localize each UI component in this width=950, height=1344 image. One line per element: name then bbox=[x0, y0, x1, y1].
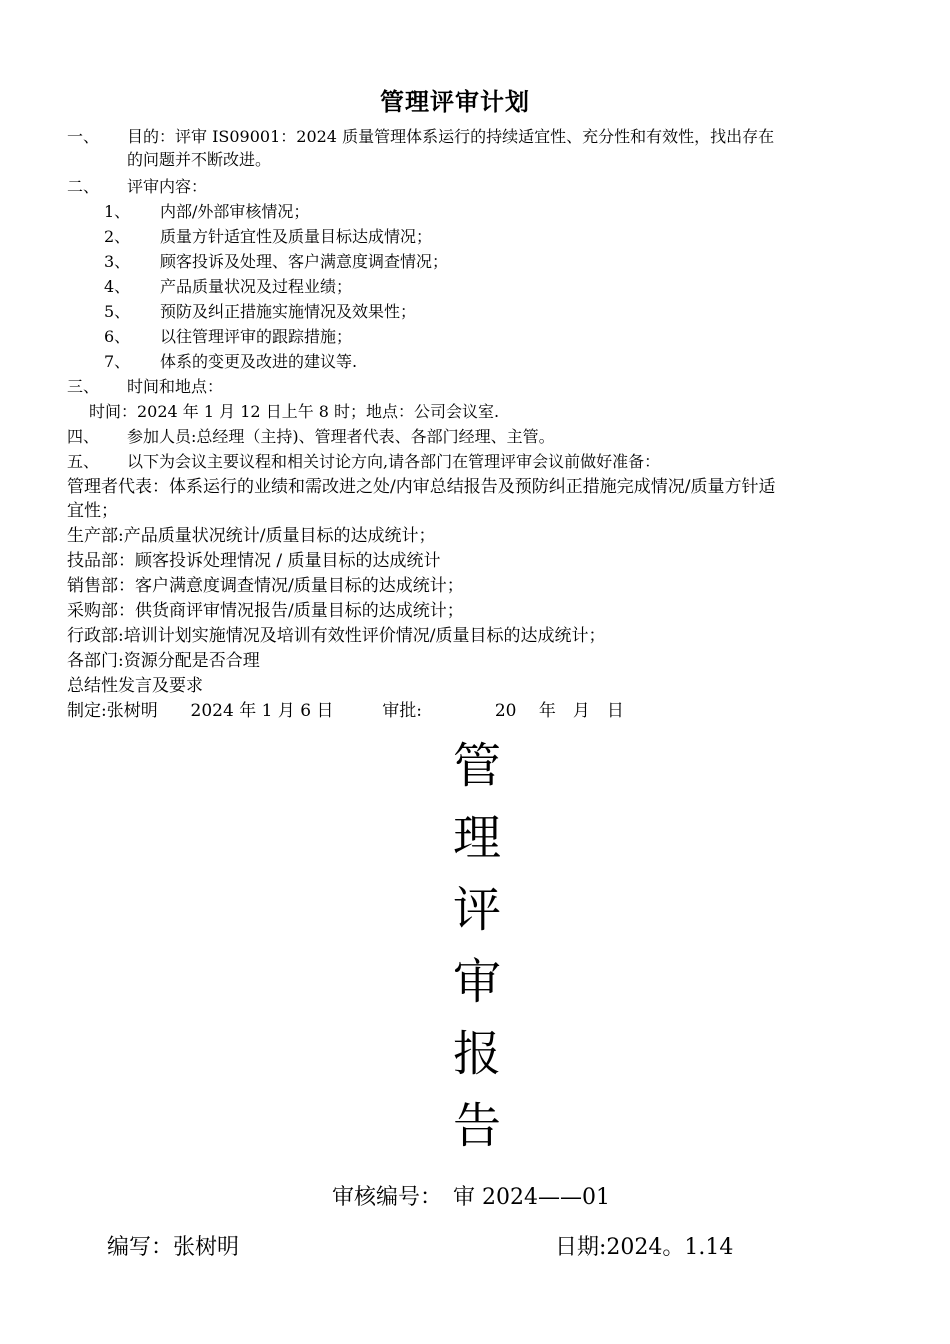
dept-line: 技品部：顾客投诉处理情况 / 质量目标的达成统计 bbox=[67, 551, 441, 571]
dept-line: 生产部:产品质量状况统计/质量目标的达成统计； bbox=[67, 526, 436, 546]
section-text: 以下为会议主要议程和相关讨论方向,请各部门在管理评审会议前做好准备： bbox=[127, 452, 661, 471]
item-number: 5、 bbox=[104, 302, 131, 321]
section-text: 评审内容： bbox=[127, 177, 208, 196]
section-1-continued: 的问题并不断改进。 bbox=[127, 150, 272, 169]
list-item bbox=[104, 301, 416, 323]
dept-line: 各部门:资源分配是否合理 bbox=[67, 651, 260, 671]
item-text: 以往管理评审的跟踪措施； bbox=[160, 327, 353, 346]
dept-line: 宜性； bbox=[67, 501, 118, 521]
cover-title-char: 评 bbox=[452, 882, 501, 938]
report-date: 日期:2024。1.14 bbox=[555, 1235, 734, 1260]
section-number: 一、 bbox=[67, 127, 100, 146]
item-text: 内部/外部审核情况； bbox=[160, 202, 310, 221]
dept-line: 采购部：供货商评审情况报告/质量目标的达成统计； bbox=[67, 601, 464, 621]
dept-line: 总结性发言及要求 bbox=[67, 676, 203, 696]
item-number: 6、 bbox=[104, 327, 131, 346]
item-text: 产品质量状况及过程业绩； bbox=[160, 277, 353, 296]
item-number: 4、 bbox=[104, 277, 131, 296]
dept-line: 管理者代表：体系运行的业绩和需改进之处/内审总结报告及预防纠正措施完成情况/质量方针适 bbox=[67, 477, 776, 497]
dept-line: 行政部:培训计划实施情况及培训有效性评价情况/质量目标的达成统计； bbox=[67, 626, 606, 646]
section-number: 五、 bbox=[67, 452, 100, 471]
section-number: 四、 bbox=[67, 427, 100, 446]
cover-title-char: 审 bbox=[452, 954, 501, 1010]
cover-title-char: 理 bbox=[452, 810, 501, 866]
list-item bbox=[104, 251, 448, 273]
section-2 bbox=[67, 176, 207, 198]
cover-title-char: 报 bbox=[452, 1026, 501, 1082]
list-item bbox=[104, 351, 357, 373]
cover-title-char: 告 bbox=[452, 1098, 501, 1154]
section-3 bbox=[67, 376, 223, 398]
list-item bbox=[104, 226, 432, 248]
review-code: 审核编号： 审 2024——01 bbox=[332, 1185, 610, 1210]
list-item bbox=[104, 201, 309, 223]
section-number: 三、 bbox=[67, 377, 100, 396]
item-number: 7、 bbox=[104, 352, 131, 371]
section-4 bbox=[67, 426, 555, 448]
section-text: 时间和地点： bbox=[127, 377, 224, 396]
approve-date: 20 年 月 日 bbox=[494, 701, 624, 721]
time-place: 时间：2024 年 1 月 12 日上午 8 时；地点：公司会议室. bbox=[89, 402, 500, 421]
list-item bbox=[104, 276, 352, 298]
approve-label: 审批: bbox=[382, 701, 423, 721]
item-number: 2、 bbox=[104, 227, 131, 246]
list-item bbox=[104, 326, 352, 348]
section-number: 二、 bbox=[67, 177, 100, 196]
item-text: 质量方针适宜性及质量目标达成情况； bbox=[160, 227, 433, 246]
item-text: 顾客投诉及处理、客户满意度调查情况； bbox=[160, 252, 449, 271]
page-title: 管理评审计划 bbox=[380, 87, 530, 116]
item-text: 体系的变更及改进的建议等. bbox=[160, 352, 358, 371]
section-text: 参加人员:总经理（主持)、管理者代表、各部门经理、主管。 bbox=[127, 427, 555, 446]
dept-line: 销售部：客户满意度调查情况/质量目标的达成统计； bbox=[67, 576, 464, 596]
author: 编写：张树明 bbox=[107, 1235, 240, 1260]
item-number: 1、 bbox=[104, 202, 131, 221]
item-number: 3、 bbox=[104, 252, 131, 271]
item-text: 预防及纠正措施实施情况及效果性； bbox=[160, 302, 417, 321]
made-date: 2024 年 1 月 6 日 bbox=[190, 701, 334, 721]
section-text: 目的：评审 IS09001：2024 质量管理体系运行的持续适宜性、充分性和有效性，找出存在 bbox=[127, 127, 775, 146]
made-by: 制定:张树明 bbox=[67, 701, 158, 721]
signature-row bbox=[67, 700, 624, 722]
section-5 bbox=[67, 451, 660, 473]
section-1 bbox=[67, 126, 774, 148]
cover-title-char: 管 bbox=[452, 738, 501, 794]
cover-title bbox=[445, 730, 509, 1162]
